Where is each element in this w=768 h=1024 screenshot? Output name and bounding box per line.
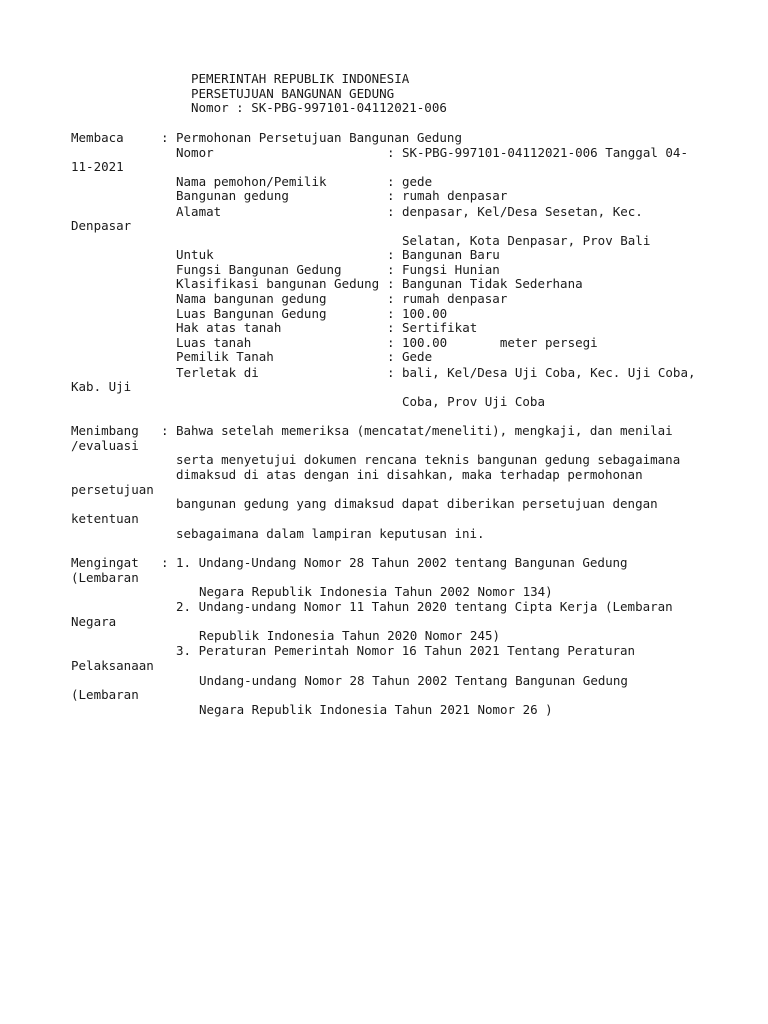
field-label: Nomor	[176, 145, 214, 160]
field-label: Pemilik Tanah	[176, 349, 274, 364]
field-label: Untuk	[176, 247, 214, 262]
field-value: Fungsi Hunian	[402, 262, 500, 277]
field-label: Nama pemohon/Pemilik	[176, 174, 327, 189]
field-label: Nama bangunan gedung	[176, 291, 327, 306]
field-value-continued: Selatan, Kota Denpasar, Prov Bali	[402, 233, 651, 248]
field-value: SK-PBG-997101-04112021-006 Tanggal 04-	[402, 145, 688, 160]
field-label: Hak atas tanah	[176, 320, 282, 335]
menimbang-line: Bahwa setelah memeriksa (mencatat/meneliti), mengkaji, dan menilai	[176, 423, 673, 438]
colon: :	[387, 365, 395, 380]
section-label-continued: /evaluasi	[71, 438, 139, 453]
field-label: Alamat	[176, 204, 222, 219]
mengingat-item: 2. Undang-undang Nomor 11 Tahun 2020 tentang Cipta Kerja (Lembaran	[176, 599, 673, 614]
menimbang-line: serta menyetujui dokumen rencana teknis bangunan gedung sebagaimana	[176, 452, 681, 467]
section-label-menimbang: Menimbang	[71, 423, 139, 438]
colon: :	[161, 555, 169, 570]
colon: :	[387, 262, 395, 277]
mengingat-item: 1. Undang-Undang Nomor 28 Tahun 2002 tentang Bangunan Gedung	[176, 555, 628, 570]
membaca-title: Permohonan Persetujuan Bangunan Gedung	[176, 130, 462, 145]
mengingat-item: 3. Peraturan Pemerintah Nomor 16 Tahun 2021 Tentang Peraturan	[176, 643, 636, 658]
field-value: Gede	[402, 349, 433, 364]
colon: :	[387, 276, 395, 291]
colon: :	[387, 174, 395, 189]
mengingat-item-continued: Negara Republik Indonesia Tahun 2021 Nomor 26 )	[199, 702, 553, 717]
field-value: 100.00 meter persegi	[402, 335, 598, 350]
wrap-text: (Lembaran	[71, 687, 139, 702]
field-value: bali, Kel/Desa Uji Coba, Kec. Uji Coba,	[402, 365, 696, 380]
field-value: rumah denpasar	[402, 291, 508, 306]
section-label-mengingat: Mengingat	[71, 555, 139, 570]
colon: :	[387, 335, 395, 350]
field-label: Luas Bangunan Gedung	[176, 306, 327, 321]
colon: :	[387, 145, 395, 160]
field-label: Bangunan gedung	[176, 188, 289, 203]
menimbang-line: bangunan gedung yang dimaksud dapat diberikan persetujuan dengan	[176, 496, 658, 511]
field-value: rumah denpasar	[402, 188, 508, 203]
header-title: PERSETUJUAN BANGUNAN GEDUNG	[191, 86, 395, 101]
colon: :	[387, 247, 395, 262]
wrap-text: 11-2021	[71, 159, 124, 174]
colon: :	[387, 320, 395, 335]
colon: :	[387, 188, 395, 203]
field-value: gede	[402, 174, 433, 189]
wrap-text: Denpasar	[71, 218, 132, 233]
wrap-text: (Lembaran	[71, 570, 139, 585]
field-label: Klasifikasi bangunan Gedung	[176, 276, 380, 291]
field-label: Terletak di	[176, 365, 259, 380]
field-value: Bangunan Tidak Sederhana	[402, 276, 583, 291]
field-value: 100.00	[402, 306, 448, 321]
header-number: Nomor : SK-PBG-997101-04112021-006	[191, 100, 447, 115]
header-government: PEMERINTAH REPUBLIK INDONESIA	[191, 71, 410, 86]
colon: :	[161, 423, 169, 438]
field-value: denpasar, Kel/Desa Sesetan, Kec.	[402, 204, 643, 219]
wrap-text: persetujuan	[71, 482, 154, 497]
wrap-text: Pelaksanaan	[71, 658, 154, 673]
field-label: Fungsi Bangunan Gedung	[176, 262, 342, 277]
mengingat-item-continued: Negara Republik Indonesia Tahun 2002 Nomor 134)	[199, 584, 553, 599]
field-label: Luas tanah	[176, 335, 252, 350]
field-value: Bangunan Baru	[402, 247, 500, 262]
mengingat-item-continued: Undang-undang Nomor 28 Tahun 2002 Tentang Bangunan Gedung	[199, 673, 628, 688]
colon: :	[387, 204, 395, 219]
colon: :	[387, 306, 395, 321]
field-value: Sertifikat	[402, 320, 478, 335]
menimbang-line: sebagaimana dalam lampiran keputusan ini.	[176, 526, 485, 541]
section-label-membaca: Membaca	[71, 130, 124, 145]
wrap-text: ketentuan	[71, 511, 139, 526]
colon: :	[161, 130, 169, 145]
wrap-text: Kab. Uji	[71, 379, 132, 394]
field-value-continued: Coba, Prov Uji Coba	[402, 394, 545, 409]
colon: :	[387, 349, 395, 364]
colon: :	[387, 291, 395, 306]
menimbang-line: dimaksud di atas dengan ini disahkan, maka terhadap permohonan	[176, 467, 643, 482]
wrap-text: Negara	[71, 614, 117, 629]
mengingat-item-continued: Republik Indonesia Tahun 2020 Nomor 245)	[199, 628, 501, 643]
